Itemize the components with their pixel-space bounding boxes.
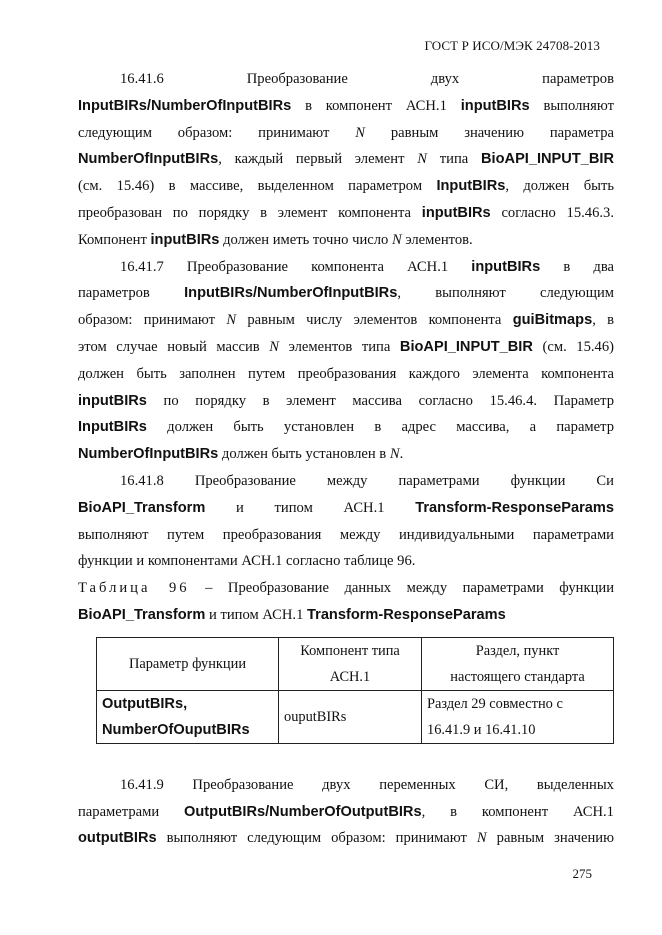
paragraph-16-41-6-line-7: Компонент inputBIRs должен иметь точно число N элементов. <box>78 231 473 248</box>
paragraph-16-41-8-line-3: выполняют путем преобразования между индивидуальными параметрами <box>78 526 614 543</box>
paragraph-16-41-7-line-6: inputBIRs по порядку в элемент массива согласно 15.46.4. Параметр <box>78 392 614 409</box>
table-caption-line-2: BioAPI_Transform и типом АСН.1 Transform-ResponseParams <box>78 606 506 623</box>
paragraph-16-41-6-line-4: NumberOfInputBIRs, каждый первый элемент N типа BioAPI_INPUT_BIR <box>78 151 614 168</box>
paragraph-16-41-6-line-3: следующим образом: принимают N равным значению параметра <box>78 124 614 141</box>
paragraph-16-41-7-line-2: параметров InputBIRs/NumberOfInputBIRs, выполняют следующим <box>78 285 614 302</box>
paragraph-16-41-7-line-1: 16.41.7 Преобразование компонента АСН.1 inputBIRs в два <box>120 258 614 275</box>
paragraph-16-41-6-line-5: (см. 15.46) в массиве, выделенном параметром InputBIRs, должен быть <box>78 178 614 195</box>
paragraph-16-41-8-line-4: функции и компонентами АСН.1 согласно таблице 96. <box>78 553 416 570</box>
paragraph-16-41-7-line-3: образом: принимают N равным числу элементов компонента guiBitmaps, в <box>78 312 615 329</box>
paragraph-16-41-9-line-1: 16.41.9 Преобразование двух переменных СИ, выделенных <box>120 776 614 793</box>
paragraph-16-41-9-line-3: outputBIRs выполняют следующим образом: принимают N равным значению <box>78 830 614 847</box>
paragraph-16-41-6-line-6: преобразован по порядку в элемент компонента inputBIRs согласно 15.46.3. <box>78 204 614 221</box>
paragraph-16-41-8-line-1: 16.41.8 Преобразование между параметрами функции Си <box>120 472 614 489</box>
page-number: 275 <box>572 866 592 881</box>
header-asn1-component: Компонент типа АСН.1 <box>279 637 422 690</box>
paragraph-16-41-6-line-2: InputBIRs/NumberOfInputBIRs в компонент АСН.1 inputBIRs выполняют <box>78 97 614 114</box>
paragraph-16-41-9-line-2: параметрами OutputBIRs/NumberOfOutputBIRs, в компонент АСН.1 <box>78 803 614 820</box>
table-header-row <box>97 637 614 690</box>
document-header: ГОСТ Р ИСО/МЭК 24708-2013 <box>424 38 600 53</box>
header-function-parameter: Параметр функции <box>97 637 279 690</box>
cell-section-reference: Раздел 29 совместно с 16.41.9 и 16.41.10 <box>422 690 614 743</box>
paragraph-16-41-6-line-1: 16.41.6 Преобразование двух параметров <box>120 71 614 87</box>
paragraph-16-41-7-line-8: NumberOfInputBIRs должен быть установлен в N. <box>78 446 404 463</box>
paragraph-16-41-7-line-4: этом случае новый массив N элементов типа BioAPI_INPUT_BIR (см. 15.46) <box>78 338 614 355</box>
table-row <box>97 690 614 743</box>
document-body <box>78 66 614 852</box>
table-caption-line-1: Таблица 96 – Преобразование данных между параметрами функции <box>78 580 614 597</box>
cell-asn1-component: ouputBIRs <box>279 690 422 743</box>
paragraph-16-41-7-line-5: должен быть заполнен путем преобразования каждого элемента компонента <box>78 365 614 382</box>
paragraph-16-41-7-line-7: InputBIRs должен быть установлен в адрес массива, а параметр <box>78 419 614 436</box>
paragraph-16-41-8-line-2: BioAPI_Transform и типом АСН.1 Transform-ResponseParams <box>78 499 614 516</box>
header-section-reference: Раздел, пункт настоящего стандарта <box>422 637 614 690</box>
cell-function-parameter: OutputBIRs, NumberOfOuputBIRs <box>97 690 279 743</box>
table-96 <box>96 637 614 744</box>
